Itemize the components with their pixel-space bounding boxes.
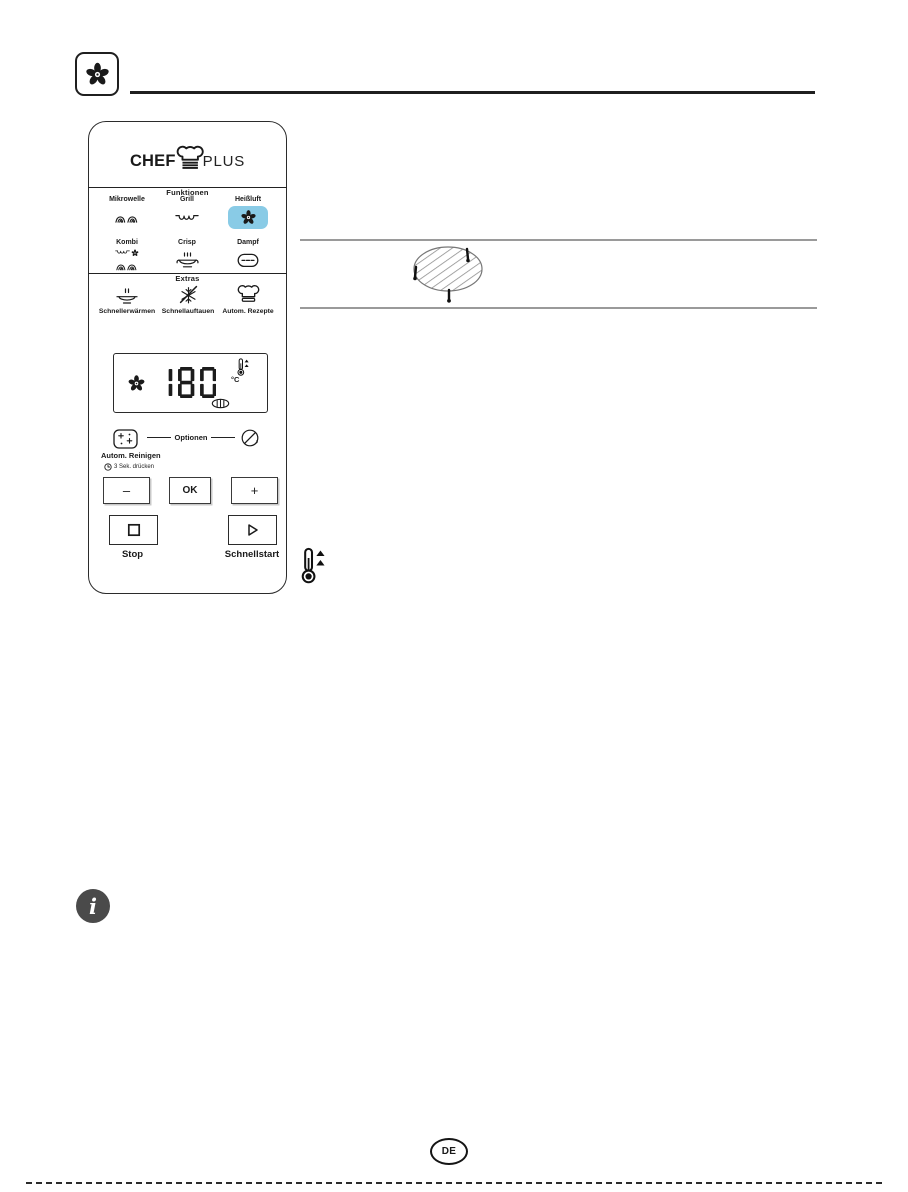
auto-clean-label: Autom. Reinigen (101, 451, 161, 460)
turntable-icon (211, 398, 230, 409)
extra-label: Autom. Rezepte (222, 308, 274, 315)
function-label: Grill (179, 196, 194, 203)
extra-label: Schnellauftauen (161, 308, 215, 315)
function-label: Heißluft (234, 196, 262, 203)
function-label: Dampf (237, 239, 259, 246)
function-button-crisp (155, 239, 219, 272)
auto-clean-sparkle-icon (113, 429, 138, 449)
function-button-mikrowelle (95, 196, 159, 229)
lcd-display (113, 353, 268, 413)
stop-square-icon (127, 523, 141, 537)
chefplus-logo (89, 134, 286, 172)
cut-line (26, 1182, 882, 1184)
control-panel-illustration (88, 121, 287, 594)
extra-button-schnellerwaermen (92, 279, 162, 315)
function-button-heissluft (216, 196, 280, 229)
chef-hat-icon (236, 282, 261, 305)
thermometer-arrows-icon (297, 547, 327, 584)
chapter-fan-badge (75, 52, 119, 96)
function-button-dampf (216, 239, 280, 272)
function-label: Crisp (178, 239, 196, 246)
quickstart-button (228, 515, 277, 545)
ok-button: OK (169, 477, 211, 504)
quickstart-label: Schnellstart (224, 549, 280, 560)
temperature-unit: °C (231, 375, 240, 384)
function-button-grill (155, 196, 219, 229)
options-section-label: Optionen (174, 433, 208, 442)
minus-button: – (103, 477, 150, 504)
clock-icon (104, 463, 112, 471)
temperature-value (156, 367, 216, 398)
sound-off-icon (240, 428, 260, 448)
plus-button: + (231, 477, 278, 504)
auto-clean-hint-text: 3 Sek. drücken (114, 464, 155, 470)
wire-rack-illustration (410, 243, 492, 305)
language-badge (430, 1138, 468, 1165)
section-rule-top (300, 239, 817, 241)
section-rule-bottom (300, 307, 817, 309)
extra-label: Schnellerwärmen (98, 308, 156, 315)
quick-reheat-plate-icon (115, 288, 139, 305)
extra-button-autom-rezepte (213, 279, 283, 315)
stop-button (109, 515, 158, 545)
divider-line (211, 437, 235, 438)
logo-plus-text: PLUS (202, 153, 246, 170)
grill-icon (175, 213, 199, 222)
function-label: Mikrowelle (109, 196, 145, 203)
steam-container-icon (237, 253, 259, 268)
microwave-waves-icon (115, 212, 139, 224)
options-divider (147, 433, 235, 442)
divider-line (147, 437, 171, 438)
quick-defrost-snowflake-icon (178, 284, 199, 305)
fan-icon (127, 374, 146, 393)
info-glyph: i (89, 893, 97, 919)
function-button-kombi (95, 239, 159, 272)
language-code: DE (441, 1146, 457, 1157)
logo-chef-text: CHEF (129, 151, 176, 170)
extras-section-label: Extras (169, 274, 205, 283)
function-label: Kombi (116, 239, 138, 246)
functions-section-label: Funktionen (160, 188, 214, 197)
play-icon (245, 523, 260, 537)
fan-icon (240, 209, 257, 226)
header-rule (130, 91, 815, 94)
crisp-pan-icon (176, 252, 199, 269)
info-icon (76, 889, 110, 923)
auto-clean-hint (104, 463, 154, 471)
combi-grill-fan-microwave-icon (114, 249, 140, 273)
thermometer-arrows-icon (235, 358, 250, 376)
chef-hat-logo-icon (174, 142, 206, 172)
fan-icon (84, 61, 111, 88)
stop-label: Stop (121, 549, 144, 560)
